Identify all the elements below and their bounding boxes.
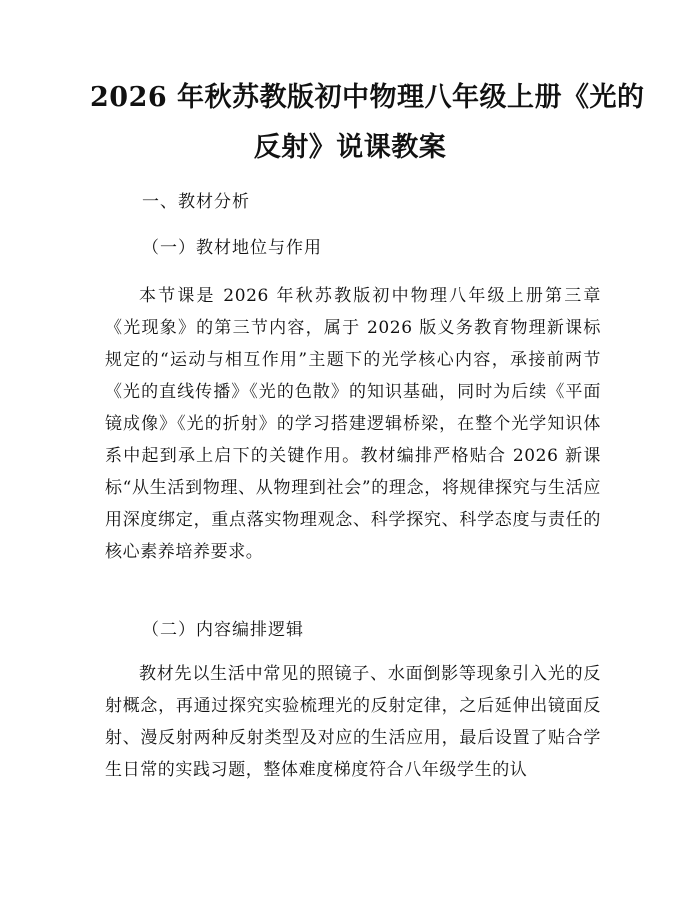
paragraph-status-and-role: 本节课是 2026 年秋苏教版初中物理八年级上册第三章《光现象》的第三节内容，属于 2026 版义务教育物理新课标规定的“运动与相互作用”主题下的光学核心内容，承接前两节《光的直线传播》《光的色散》的知识基础，同时为后续《平面镜成像》《光的折射》的学习搭建逻辑桥梁，在整个光学知识体系中起到承上启下的关键作用。教材编排严格贴合 2026 新课标“从生活到物理、从物理到社会”的理念，将规律探究与生活应用深度绑定，重点落实物理观念、科学探究、科学态度与责任的核心素养培养要求。 [105,286,601,562]
paragraph-content-arrangement: 教材先以生活中常见的照镜子、水面倒影等现象引入光的反射概念，再通过探究实验梳理光的反射定律，之后延伸出镜面反射、漫反射两种反射类型及对应的生活应用，最后设置了贴合学生日常的实践习题，整体难度梯度符合八年级学生的认 [105,664,601,780]
document-title-line-2: 反射》说课教案 [253,132,447,163]
section-heading-textbook-analysis: 一、教材分析 [142,192,250,212]
document-title-line-1: 2026 年秋苏教版初中物理八年级上册《光的 [90,82,645,113]
subsection-heading-content-arrangement: （二）内容编排逻辑 [142,620,304,640]
subsection-heading-status-and-role: （一）教材地位与作用 [142,238,322,258]
